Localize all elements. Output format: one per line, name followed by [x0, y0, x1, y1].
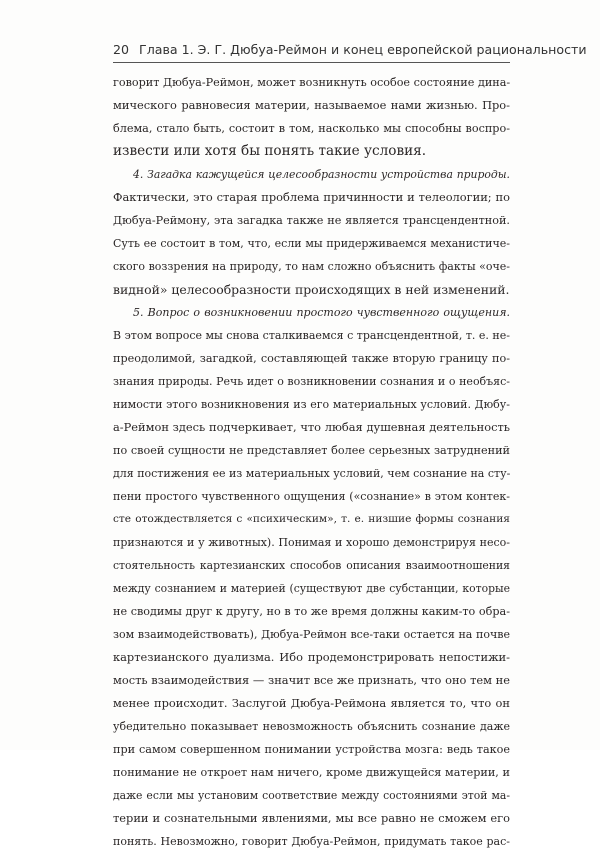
text-line: нимости этого возникновения из его материальных условий. Дюбу-	[113, 398, 510, 411]
header-rule	[113, 62, 510, 63]
text-line: убедительно показывает невозможность объяснить сознание даже	[113, 720, 510, 733]
body-text	[113, 71, 510, 853]
text-line: Суть ее состоит в том, что, если мы придерживаемся механистиче-	[113, 237, 510, 250]
text-line: при самом совершенном понимании устройства мозга: ведь такое	[113, 743, 510, 756]
text-line: понять. Невозможно, говорит Дюбуа-Реймон, придумать такое рас-	[113, 835, 510, 848]
text-line: для постижения ее из материальных условий, чем сознание на сту-	[113, 467, 510, 480]
text-line: Фактически, это старая проблема причинности и телеологии; по	[113, 190, 510, 204]
text-line: блема, стало быть, состоит в том, насколько мы способны воспро-	[113, 122, 510, 135]
section-heading-4-text: 4. Загадка кажущейся целесообразности устройства природы.	[133, 168, 510, 181]
section-heading-5-text: 5. Вопрос о возникновении простого чувственного ощущения.	[133, 306, 510, 319]
text-line: не сводимы друг к другу, но в то же время должны каким-то обра-	[113, 605, 510, 618]
running-title: Глава 1. Э. Г. Дюбуа-Реймон и конец европейской рациональности	[139, 42, 587, 57]
text-line: зом взаимодействовать), Дюбуа-Реймон все-таки остается на почве	[113, 628, 510, 641]
text-line: сте отождествляется с «психическим», т. е. низшие формы сознания	[113, 513, 510, 525]
text-line: картезианского дуализма. Ибо продемонстрировать непостижи-	[113, 650, 510, 664]
text-line: Дюбуа-Реймону, эта загадка также не является трансцендентной.	[113, 214, 510, 227]
text-line: терии и сознательными явлениями, мы все равно не сможем его	[113, 811, 510, 825]
running-header	[113, 42, 587, 57]
text-line: преодолимой, загадкой, составляющей также вторую границу по-	[113, 352, 510, 365]
text-line: В этом вопросе мы снова сталкиваемся с трансцендентной, т. е. не-	[113, 329, 510, 342]
text-line: извести или хотя бы понять такие условия.	[113, 143, 427, 159]
text-line: признаются и у животных). Понимая и хорошо демонстрируя несо-	[113, 536, 510, 549]
text-line: между сознанием и материей (существуют две субстанции, которые	[113, 582, 510, 595]
text-line: стоятельность картезианских способов описания взаимоотношения	[113, 559, 510, 572]
text-line: менее происходит. Заслугой Дюбуа-Реймона является то, что он	[113, 696, 510, 710]
text-line: а-Реймон здесь подчеркивает, что любая душевная деятельность	[113, 420, 510, 434]
text-line: видной» целесообразности происходящих в ней изменений.	[113, 282, 510, 297]
text-line: даже если мы установим соответствие между состояниями этой ма-	[113, 789, 510, 802]
text-line: мость взаимодействия — значит все же признать, что оно тем не	[113, 673, 510, 687]
section-heading-5	[113, 301, 510, 324]
section-heading-4	[113, 163, 510, 186]
text-line: понимание не откроет нам ничего, кроме движущейся материи, и	[113, 766, 510, 779]
text-line: знания природы. Речь идет о возникновении сознания и о необъяс-	[113, 375, 510, 388]
text-line: мического равновесия материи, называемое нами жизнью. Про-	[113, 98, 510, 112]
text-line: говорит Дюбуа-Реймон, может возникнуть особое состояние дина-	[113, 76, 510, 89]
text-line: ского воззрения на природу, то нам сложно объяснить факты «оче-	[113, 260, 510, 273]
text-line: по своей сущности не представляет более серьезных затруднений	[113, 444, 510, 457]
text-line: пени простого чувственного ощущения («сознание» в этом контек-	[113, 490, 510, 503]
page-number: 20	[113, 42, 130, 57]
